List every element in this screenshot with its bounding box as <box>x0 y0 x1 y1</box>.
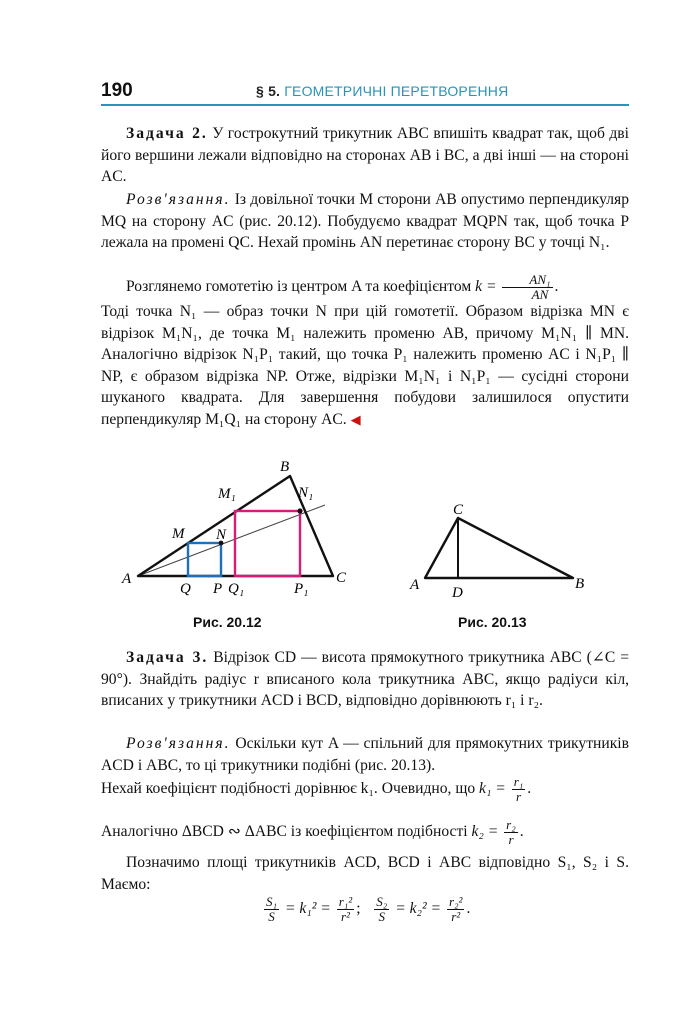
page-number: 190 <box>101 80 133 101</box>
figure-20-13-caption: Рис. 20.13 <box>458 614 527 630</box>
homothety-text: Розглянемо гомотетію із центром A та коефіцієнтом <box>126 278 472 296</box>
label-C2: C <box>453 502 464 518</box>
s2-denominator: S <box>378 909 386 924</box>
label-Q1: Q₁ <box>228 581 245 597</box>
k-numerator: AN₁ <box>502 273 552 288</box>
k1-numerator: r₁ <box>513 774 524 789</box>
label-D: D <box>452 585 463 600</box>
r2-denominator: r² <box>451 909 461 924</box>
section-mark: § 5. <box>256 83 281 99</box>
figure-20-12 <box>110 455 370 605</box>
k-equation: k = <box>475 278 497 296</box>
s2-numerator: S₂ <box>376 894 388 909</box>
area-ratio-formula <box>262 895 470 924</box>
r1-denominator: r² <box>340 909 350 924</box>
point-N1 <box>297 508 302 513</box>
solution2-paragraph <box>101 189 629 254</box>
solution3-text: Оскільки кут A — спільний для прямокутних трикутників ACD і ABC, то ці трикутники подібні (рис. 20.13). <box>101 735 629 774</box>
task3-paragraph <box>101 647 629 712</box>
k1-text: Нехай коефіцієнт подібності дорівнює k₁. Очевидно, що <box>101 780 476 798</box>
task3-text: Відрізок CD — висота прямокутного трикутника ABC (∠C = 90°). Знайдіть радіус r вписаного кола трикутника ABC, якщо радіуси кіл, вписаних у трикутники ACD і BCD, відповідно дорівнюють r₁ і r₂. <box>101 649 629 709</box>
eq1-text: = k₁² = <box>284 900 331 918</box>
label-P1: P₁ <box>294 581 309 597</box>
k2-fraction <box>504 818 518 847</box>
label-M1: M₁ <box>218 486 236 502</box>
k2-numerator: r₂ <box>506 817 516 832</box>
k-fraction <box>502 273 552 302</box>
label-M: M <box>172 526 185 542</box>
r2-fraction <box>447 895 464 924</box>
solution2-label: Розв'язання. <box>126 191 231 208</box>
s1-numerator: S₁ <box>266 894 278 909</box>
k1-fraction <box>512 775 526 804</box>
solution2-text: Із довільної точки M сторони AB опустимо перпендикуляр MQ на сторону AC (рис. 20.12). Побудуємо квадрат MQPN так, щоб точка P лежала на промені QC. Нехай промінь AN перетинає сторону BC у точці N₁. <box>101 191 629 251</box>
homothety-line: Розглянемо гомотетію із центром A та коефіцієнтом k = $\frac{\text{AN₁}}{AN}$ . <box>126 272 559 302</box>
label-B2: B <box>575 576 585 592</box>
solution3-paragraph <box>101 733 629 776</box>
figure-20-13 <box>405 500 600 600</box>
areas-text: Позначимо площі трикутників ACD, BCD і ABC відповідно S₁, S₂ і S. Маємо: <box>101 854 629 893</box>
task3-label: Задача 3. <box>126 649 209 666</box>
label-N: N <box>216 527 227 543</box>
k2-lhs: k₂ = <box>471 823 499 841</box>
label-P: P <box>213 581 223 597</box>
eq2-text: = k₂² = <box>395 900 442 918</box>
task2-label: Задача 2. <box>126 125 208 142</box>
k-denominator: AN <box>531 287 549 302</box>
k1-line: Нехай коефіцієнт подібності дорівнює k₁. Очевидно, що k₁ = $\frac{\text{r₁}}{r}$ . <box>101 774 532 804</box>
solution2-para2: Тоді точка N₁ — образ точки N при цій гомотетії. Образом відрізка MN є відрізок M₁N₁, де точка M₁ належить променю AB, причому M₁N₁ ∥ MN. Аналогічно відрізок N₁P₁ такий, що точка P₁ належить променю AC і N₁P₁ ∥ NP, є образом відрізка NP. Отже, відрізки M₁N₁ і N₁P₁ — сусідні сторони шуканого квадрата. Для завершення побудови залишилося опустити перпендикуляр M₁Q₁ на сторону AC. <box>101 303 629 428</box>
label-A2: A <box>410 577 420 593</box>
label-C: C <box>336 570 347 586</box>
k2-text: Аналогічно ΔBCD ∾ ΔABC із коефіцієнтом подібності <box>101 823 468 841</box>
r1-numerator: r₁² <box>338 894 353 909</box>
task2-text: У гострокутний трикутник ABC впишіть квадрат так, щоб дві його вершини лежали відповідно на сторонах AB і BC, а дві інші — на стороні AC. <box>101 125 629 185</box>
task2-paragraph <box>101 123 629 188</box>
s2-fraction <box>374 895 389 924</box>
solution3-label: Розв'язання. <box>126 735 231 752</box>
s1-fraction <box>264 895 279 924</box>
separator: ; <box>356 900 361 918</box>
end-of-solution-marker: ◀ <box>350 411 361 427</box>
r2-numerator: r₂² <box>448 894 463 909</box>
label-A: A <box>122 571 132 587</box>
k1-denominator: r <box>515 789 522 804</box>
header-rule <box>101 104 629 106</box>
areas-paragraph <box>101 852 629 895</box>
k2-line: Аналогічно ΔBCD ∾ ΔABC із коефіцієнтом подібності k₂ = $\frac{\text{r₂}}{r}$ . <box>101 817 524 847</box>
label-N1: N₁ <box>298 485 314 501</box>
triangle-ABC-right <box>425 518 573 578</box>
solution2-paragraph-2 <box>101 301 629 430</box>
r1-fraction <box>337 895 354 924</box>
label-Q: Q <box>180 581 191 597</box>
k2-denominator: r <box>508 832 514 847</box>
formula-end: . <box>466 900 471 918</box>
section-title: ГЕОМЕТРИЧНІ ПЕРЕТВОРЕННЯ <box>284 83 509 99</box>
big-square-M1Q1P1N1 <box>235 511 300 576</box>
label-B: B <box>280 459 290 475</box>
small-square-MQPN <box>188 543 221 576</box>
section-header <box>256 83 508 99</box>
k1-lhs: k₁ = <box>479 780 506 798</box>
s1-denominator: S <box>268 909 275 924</box>
figure-20-12-caption: Рис. 20.12 <box>193 614 262 630</box>
